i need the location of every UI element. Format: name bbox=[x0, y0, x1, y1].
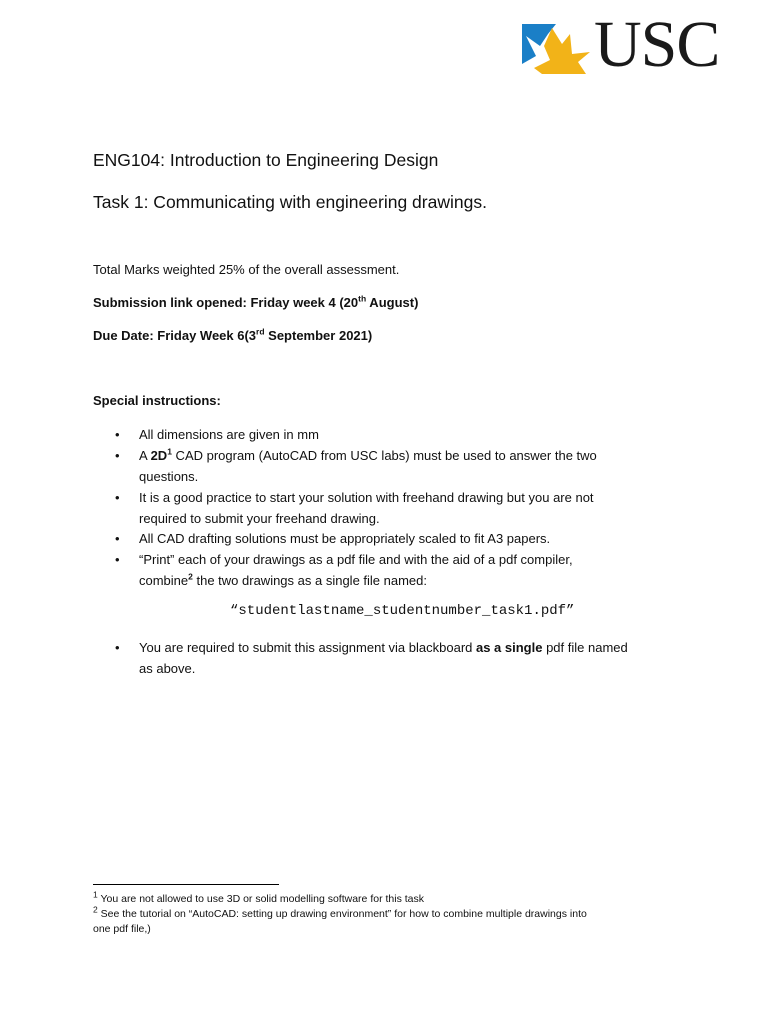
due-date bbox=[93, 328, 372, 343]
text: the two drawings as a single file named: bbox=[192, 573, 428, 588]
footnote-2 bbox=[93, 904, 683, 937]
footnote-text: one pdf file,) bbox=[93, 923, 151, 935]
text: questions. bbox=[139, 469, 199, 484]
bullet: • bbox=[115, 427, 120, 442]
bold-text: as a single bbox=[475, 640, 543, 655]
list-item bbox=[93, 487, 683, 529]
submission-date bbox=[93, 295, 418, 310]
footnote-text: You are not allowed to use 3D or solid modelling software for this task bbox=[97, 893, 424, 905]
bullet: • bbox=[115, 640, 120, 655]
superscript: rd bbox=[256, 326, 265, 337]
submission-text: August) bbox=[366, 295, 419, 310]
item-text bbox=[139, 487, 679, 529]
text: pdf file named bbox=[542, 640, 628, 655]
item-text: All CAD drafting solutions must be appropriately scaled to fit A3 papers. bbox=[139, 531, 551, 546]
usc-logo bbox=[522, 8, 744, 81]
list-item bbox=[93, 637, 683, 679]
footnote-1 bbox=[93, 889, 683, 907]
item-text bbox=[139, 445, 679, 487]
marks-text: Total Marks weighted 25% of the overall assessment. bbox=[93, 262, 400, 277]
due-text: September 2021) bbox=[264, 328, 373, 343]
bullet: • bbox=[115, 531, 120, 546]
footnote-number: 1 bbox=[93, 889, 98, 900]
bold-text: 2D bbox=[150, 448, 168, 463]
text: It is a good practice to start your solution with freehand drawing but you are not bbox=[139, 490, 594, 505]
footnote-number: 2 bbox=[93, 904, 98, 915]
text: as above. bbox=[139, 661, 196, 676]
item-text bbox=[139, 549, 679, 591]
superscript: 2 bbox=[188, 571, 193, 582]
footnote-text: See the tutorial on “AutoCAD: setting up drawing environment” for how to combine multiple drawings into bbox=[97, 908, 587, 920]
bullet: • bbox=[115, 490, 120, 505]
text: You are required to submit this assignment via blackboard bbox=[139, 640, 476, 655]
usc-emblem-icon bbox=[522, 22, 594, 78]
bullet: • bbox=[115, 448, 120, 463]
course-title: ENG104: Introduction to Engineering Design bbox=[93, 150, 439, 170]
bullet: • bbox=[115, 552, 120, 567]
text: “Print” each of your drawings as a pdf file and with the aid of a pdf compiler, bbox=[139, 552, 573, 567]
list-item bbox=[93, 549, 683, 591]
task-title: Task 1: Communicating with engineering drawings. bbox=[93, 192, 487, 212]
due-text: Due Date: Friday Week 6(3 bbox=[93, 328, 257, 343]
text: required to submit your freehand drawing. bbox=[139, 511, 380, 526]
submission-text: Submission link opened: Friday week 4 (20 bbox=[93, 295, 359, 310]
list-item bbox=[93, 445, 683, 487]
superscript: th bbox=[358, 293, 367, 304]
superscript: 1 bbox=[167, 446, 172, 457]
filename-text: “studentlastname_studentnumber_task1.pdf” bbox=[230, 603, 575, 619]
item-text: All dimensions are given in mm bbox=[139, 427, 319, 442]
item-text bbox=[139, 637, 679, 679]
logo-text: USC bbox=[594, 8, 720, 81]
instructions-heading: Special instructions: bbox=[93, 393, 221, 408]
text: combine bbox=[139, 573, 189, 588]
footnote-divider bbox=[93, 884, 279, 885]
text: CAD program (AutoCAD from USC labs) must be used to answer the two bbox=[171, 448, 597, 463]
text: A bbox=[139, 448, 151, 463]
